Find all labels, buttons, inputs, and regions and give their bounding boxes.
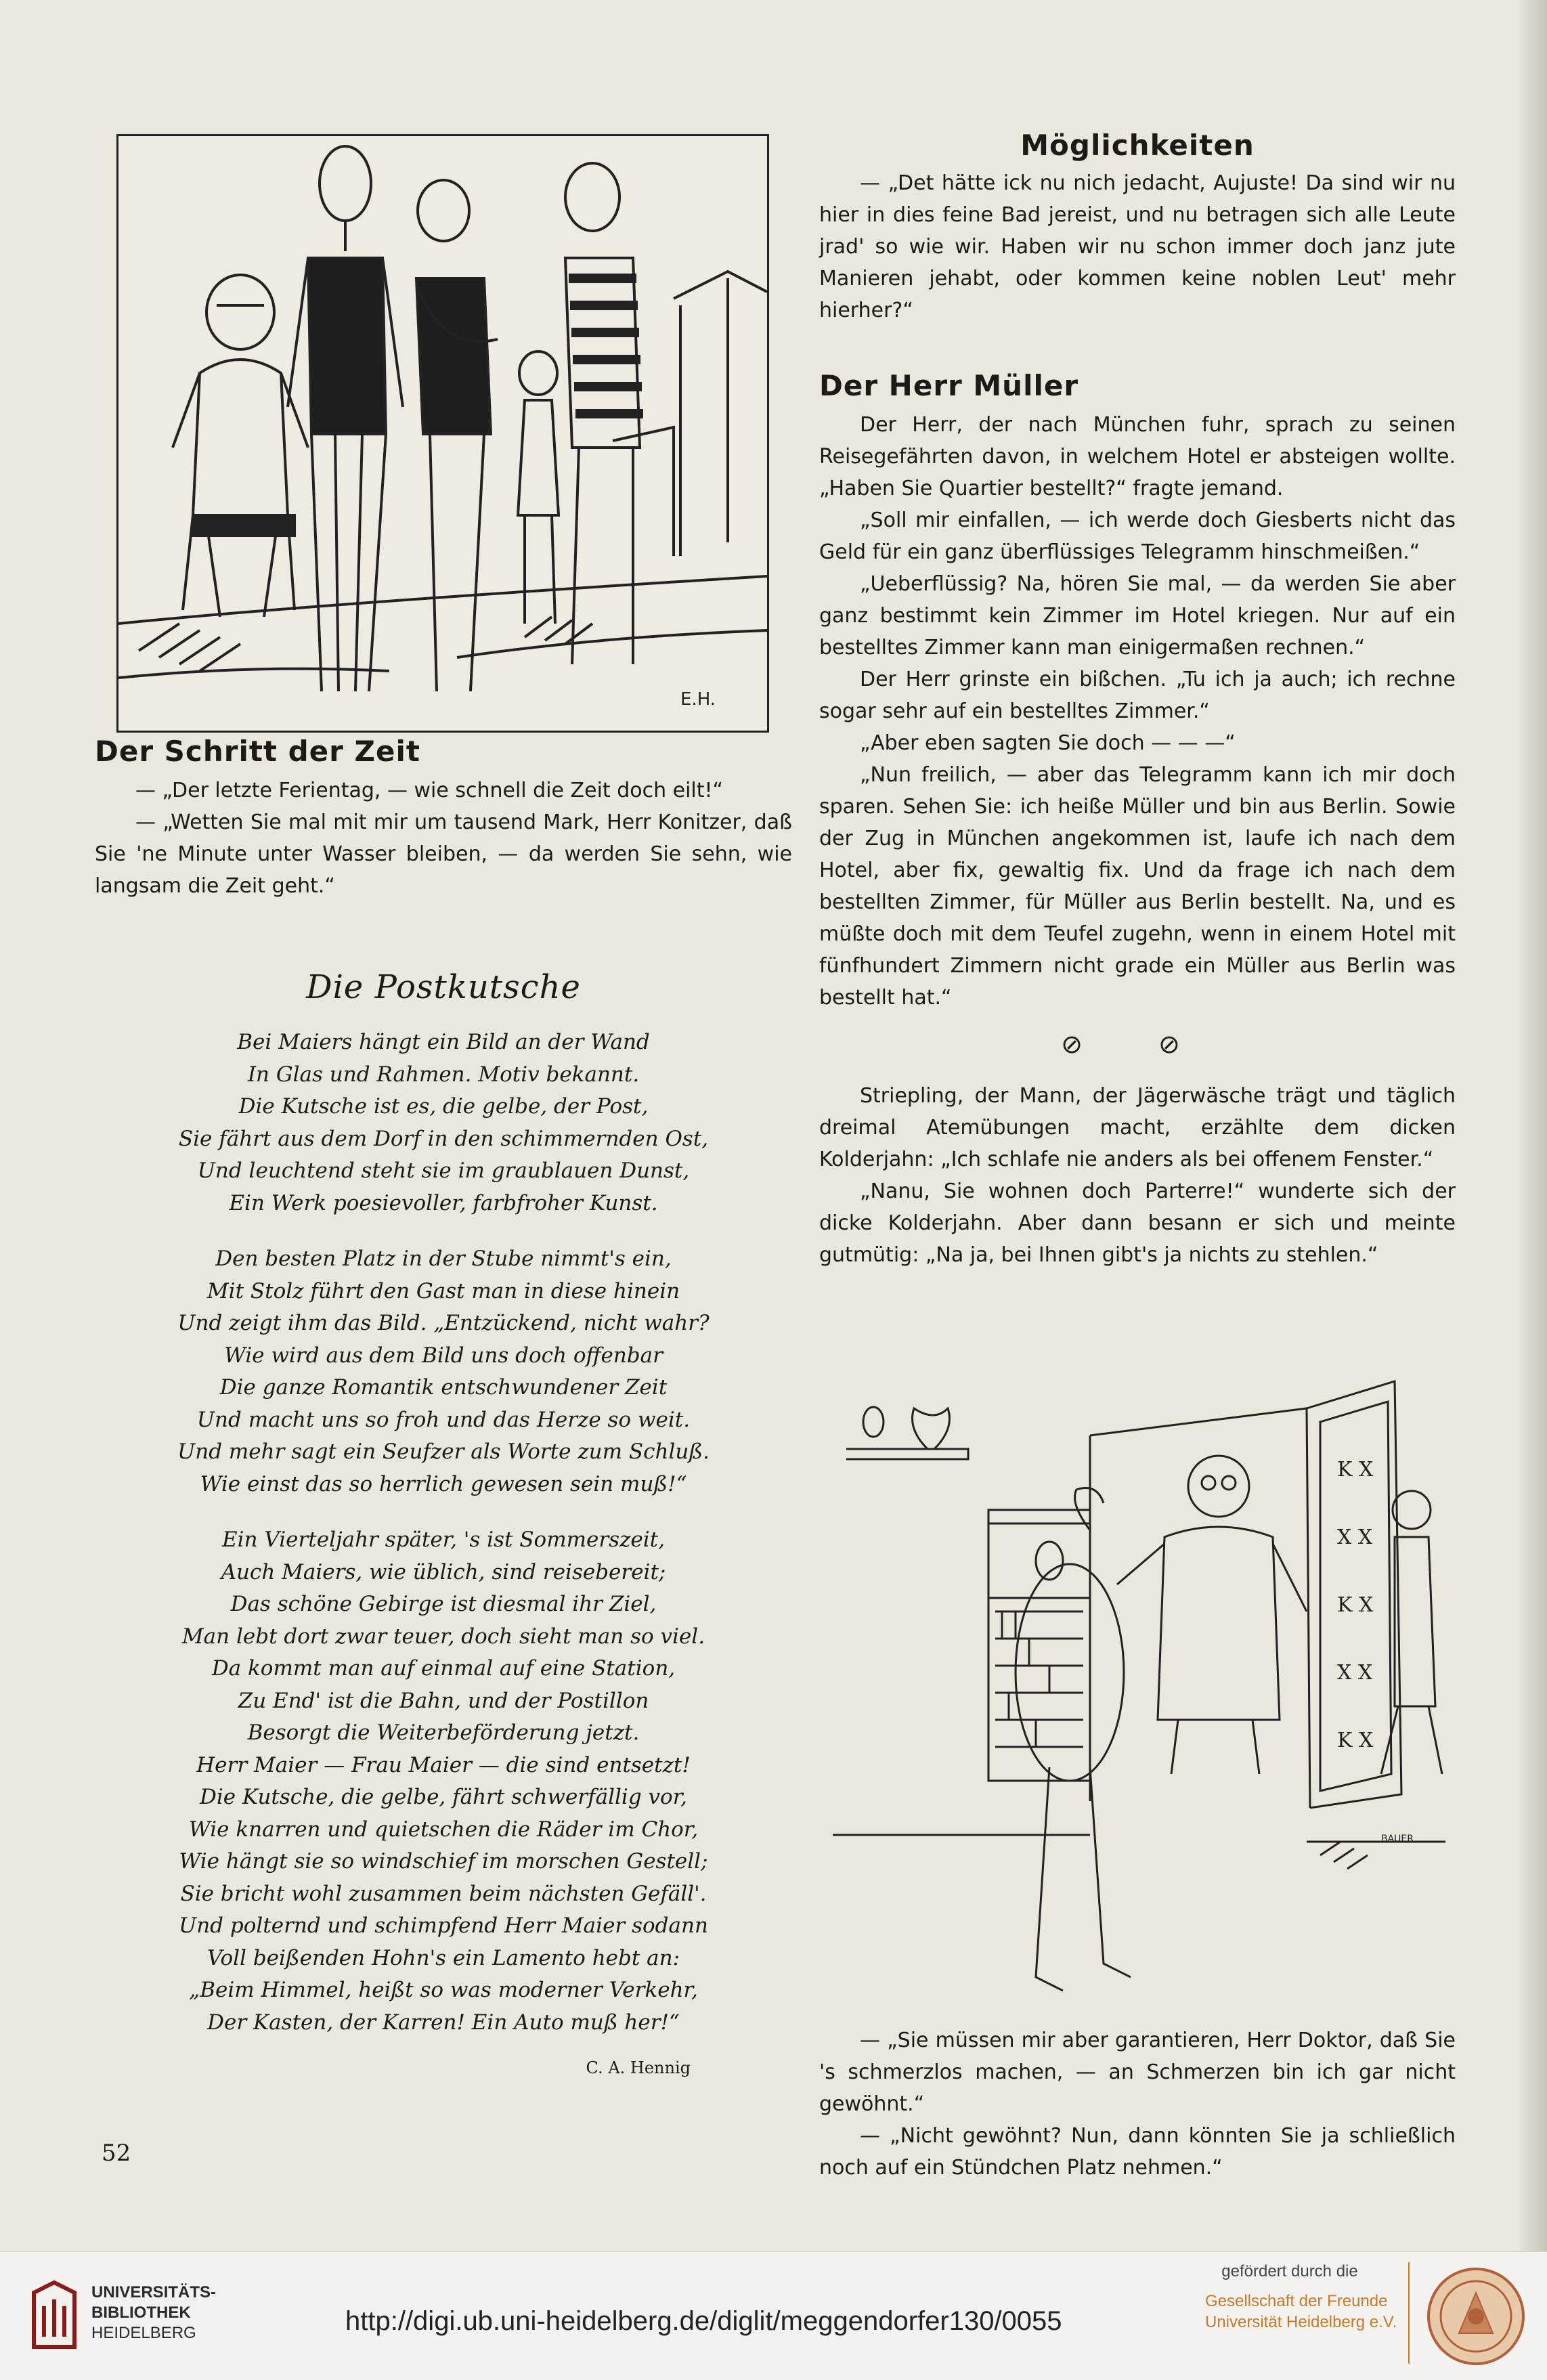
library-name-line: BIBLIOTHEK bbox=[91, 2303, 191, 2322]
ub-heidelberg-name bbox=[91, 2282, 216, 2343]
section-divider: ⊘ ⊘ bbox=[1061, 1029, 1214, 1059]
sponsor-divider bbox=[1408, 2262, 1410, 2364]
university-seal-icon bbox=[1425, 2266, 1527, 2367]
poem-line: Wie einst das so herrlich gewesen sein muß!“ bbox=[200, 1471, 687, 1496]
poem-line: Voll beißenden Hohn's ein Lamento hebt an: bbox=[206, 1945, 680, 1970]
sponsor-org-line[interactable]: Universität Heidelberg e.V. bbox=[1205, 2313, 1397, 2331]
poem-line: In Glas und Rahmen. Motiv bekannt. bbox=[247, 1062, 640, 1087]
caption-doctor bbox=[819, 2025, 1456, 2184]
svg-text:K X: K X bbox=[1337, 1593, 1374, 1617]
article-paragraph: — „Det hätte ick nu nich jedacht, Aujuste! Da sind wir nu hier in dies feine Bad jereist, und nu betragen sich alle Leute jrad' so wie wir. Haben wir nu schon immer doch janz jute Manieren jehabt, oder kommen keine noblen Leut' mehr hierher?“ bbox=[819, 171, 1456, 322]
article-title: Möglichkeiten bbox=[1020, 129, 1255, 162]
poem-line: Und zeigt ihm das Bild. „Entzückend, nicht wahr? bbox=[177, 1311, 710, 1335]
svg-text:K X: K X bbox=[1337, 1458, 1374, 1481]
article-title: Der Schritt der Zeit bbox=[95, 735, 420, 768]
viewer-footer bbox=[0, 2251, 1547, 2380]
poem-line: Das schöne Gebirge ist diesmal ihr Ziel, bbox=[230, 1592, 657, 1616]
poem-stanza bbox=[95, 1243, 792, 1500]
bathers-drawing bbox=[118, 136, 767, 731]
article-paragraph: Striepling, der Mann, der Jägerwäsche trägt und täglich dreimal Atemübungen macht, erzählte dem dicken Kolderjahn: „Ich schlafe nie anders als bei offenem Fenster.“ bbox=[819, 1084, 1456, 1171]
article-paragraph: „Aber eben sagten Sie doch — — —“ bbox=[860, 731, 1236, 755]
article-paragraph: „Ueberflüssig? Na, hören Sie mal, — da werden Sie aber ganz bestimmt kein Zimmer im Hotel kriegen. Nur auf ein bestelltes Zimmer kann man einigermaßen rechnen.“ bbox=[819, 572, 1456, 659]
poem-line: Bei Maiers hängt ein Bild an der Wand bbox=[237, 1030, 650, 1054]
poem-author: C. A. Hennig bbox=[586, 2058, 691, 2077]
poem-line: Und leuchtend steht sie im graublauen Dunst, bbox=[197, 1159, 690, 1183]
poem-line: Wie knarren und quietschen die Räder im Chor, bbox=[188, 1817, 699, 1842]
poem-line: Den besten Platz in der Stube nimmt's ein, bbox=[215, 1247, 672, 1271]
article-paragraph: — „Wetten Sie mal mit mir um tausend Mark, Herr Konitzer, daß Sie 'ne Minute unter Wasser bleiben, — da werden Sie sehn, wie langsam die Zeit geht.“ bbox=[95, 810, 792, 898]
article-schritt-der-zeit bbox=[95, 735, 792, 902]
poem-line: Und polternd und schimpfend Herr Maier sodann bbox=[179, 1913, 708, 1938]
poem-line: Mit Stolz führt den Gast man in diese hinein bbox=[206, 1278, 680, 1303]
poem-line: „Beim Himmel, heißt so was moderner Verkehr, bbox=[189, 1978, 698, 2002]
poem-line: Sie bricht wohl zusammen beim nächsten Gefäll'. bbox=[180, 1881, 707, 1906]
caption-paragraph: — „Sie müssen mir aber garantieren, Herr Doktor, daß Sie 's schmerzlos machen, — an Schmerzen bin ich gar nicht gewöhnt.“ bbox=[819, 2029, 1456, 2116]
svg-text:K X: K X bbox=[1337, 1729, 1374, 1752]
poem-postkutsche bbox=[95, 968, 792, 2077]
article-paragraph: „Nanu, Sie wohnen doch Parterre!“ wunderte sich der dicke Kolderjahn. Aber dann besann er sich und meinte gutmütig: „Na ja, bei Ihnen gibt's ja nichts zu stehlen.“ bbox=[819, 1180, 1456, 1267]
poem-line: Die Kutsche, die gelbe, fährt schwerfällig vor, bbox=[200, 1785, 687, 1809]
poem-stanza bbox=[95, 1524, 792, 2039]
poem-line: Sie fährt aus dem Dorf in den schimmernden Ost, bbox=[178, 1126, 709, 1151]
illustration-doctor bbox=[833, 1368, 1445, 2018]
article-title: Der Herr Müller bbox=[819, 369, 1079, 402]
ub-heidelberg-logo-icon bbox=[27, 2279, 81, 2354]
article-striepling bbox=[819, 1080, 1456, 1271]
article-herr-mueller bbox=[819, 369, 1456, 1014]
poem-line: Und mehr sagt ein Seufzer als Worte zum Schluß. bbox=[177, 1440, 710, 1464]
poem-line: Besorgt die Weiterbeförderung jetzt. bbox=[247, 1721, 640, 1745]
library-name-line: HEIDELBERG bbox=[91, 2324, 196, 2342]
poem-title: Die Postkutsche bbox=[306, 968, 581, 1006]
page-edge-shadow bbox=[1520, 0, 1547, 2251]
poem-line: Auch Maiers, wie üblich, sind reisebereit; bbox=[221, 1559, 666, 1584]
sponsor-org-line[interactable]: Gesellschaft der Freunde bbox=[1205, 2292, 1388, 2310]
article-paragraph: Der Herr, der nach München fuhr, sprach zu seinen Reisegefährten davon, in welchem Hotel er absteigen wollte. „Haben Sie Quartier bestellt?“ fragte jemand. bbox=[819, 413, 1456, 500]
poem-line: Ein Werk poesievoller, farbfroher Kunst. bbox=[229, 1190, 658, 1215]
page-number: 52 bbox=[102, 2140, 131, 2167]
poem-line: Die Kutsche ist es, die gelbe, der Post, bbox=[238, 1094, 649, 1119]
poem-stanza bbox=[95, 1026, 792, 1219]
caption-paragraph: — „Nicht gewöhnt? Nun, dann könnten Sie ja schließlich noch auf ein Stündchen Platz nehmen.“ bbox=[819, 2124, 1456, 2180]
article-moeglichkeiten bbox=[819, 129, 1456, 326]
article-paragraph: „Nun freilich, — aber das Telegramm kann ich mir doch sparen. Sehen Sie: ich heiße Müller und bin aus Berlin. Sowie der Zug in München angekommen ist, laufe ich nach dem Hotel, aber fix, gewaltig fix. Und da frage ich nach dem bestellten Zimmer, für Müller aus Berlin bestellt. Na, und es müßte doch mit dem Teufel zugehn, wenn in einem Hotel mit fünfhundert Zimmern nicht grade ein Müller aus Berlin was bestellt hat.“ bbox=[819, 763, 1456, 1010]
article-paragraph: „Soll mir einfallen, — ich werde doch Giesberts nicht das Geld für ein ganz überflüssiges Telegramm hinschmeißen.“ bbox=[819, 509, 1456, 564]
library-name-line: UNIVERSITÄTS- bbox=[91, 2283, 217, 2301]
svg-text:X X: X X bbox=[1337, 1661, 1373, 1685]
fig1-signature: E.H. bbox=[680, 689, 716, 710]
poem-line: Ein Vierteljahr später, 's ist Sommerszeit, bbox=[222, 1528, 665, 1552]
illustration-bathers bbox=[116, 134, 769, 733]
poem-line: Wie hängt sie so windschief im morschen Gestell; bbox=[179, 1849, 708, 1874]
sponsor-block bbox=[1178, 2262, 1401, 2333]
poem-line: Der Kasten, der Karren! Ein Auto muß her!“ bbox=[207, 2010, 680, 2035]
poem-line: Zu End' ist die Bahn, und der Postillon bbox=[238, 1688, 649, 1713]
article-paragraph: Der Herr grinste ein bißchen. „Tu ich ja auch; ich rechne sogar sehr auf ein bestelltes Zimmer.“ bbox=[819, 668, 1456, 723]
svg-text:X X: X X bbox=[1337, 1526, 1373, 1549]
sponsor-by-label: gefördert durch die bbox=[1221, 2262, 1358, 2280]
article-paragraph: — „Der letzte Ferientag, — wie schnell die Zeit doch eilt!“ bbox=[135, 779, 724, 802]
permalink-url[interactable]: http://digi.ub.uni-heidelberg.de/diglit/meggendorfer130/0055 bbox=[345, 2306, 1062, 2336]
poem-line: Und macht uns so froh und das Herze so weit. bbox=[196, 1407, 691, 1432]
poem-line: Wie wird aus dem Bild uns doch offenbar bbox=[224, 1343, 663, 1368]
poem-line: Die ganze Romantik entschwundener Zeit bbox=[219, 1375, 668, 1400]
fig2-signature: BAUER bbox=[1381, 1834, 1414, 1844]
poem-line: Herr Maier — Frau Maier — die sind entsetzt! bbox=[196, 1752, 691, 1777]
poem-line: Man lebt dort zwar teuer, doch sieht man so viel. bbox=[181, 1624, 705, 1649]
poem-line: Da kommt man auf einmal auf eine Station, bbox=[211, 1656, 676, 1681]
doctor-drawing bbox=[833, 1368, 1445, 2018]
